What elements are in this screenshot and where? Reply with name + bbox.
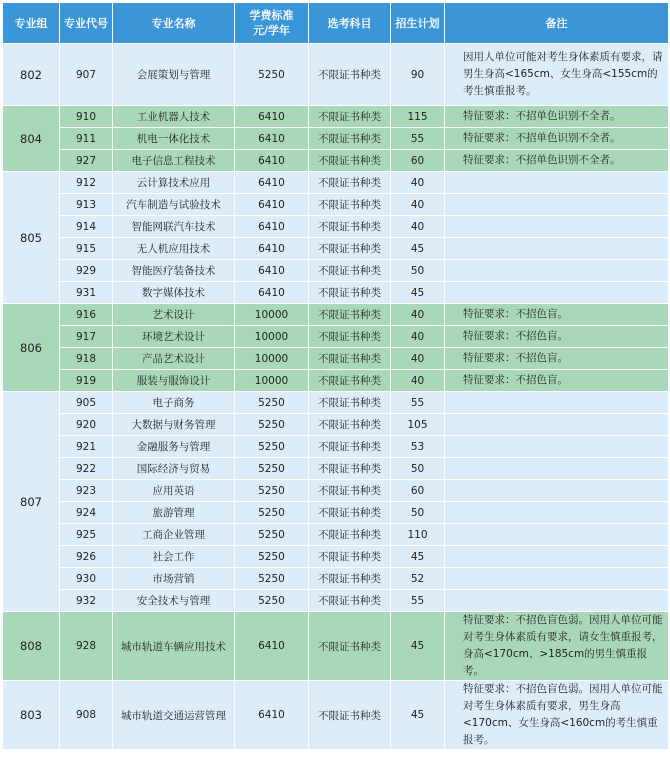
table-row	[3, 546, 669, 568]
note-cell: 特征要求：不招单色识别不全者。	[445, 128, 669, 150]
header-group: 专业组	[3, 3, 60, 44]
plan-cell: 40	[391, 216, 445, 238]
plan-cell: 110	[391, 524, 445, 546]
table-row	[3, 238, 669, 260]
note-cell: 特征要求：不招色盲。	[445, 348, 669, 370]
note-cell: 特征要求：不招单色识别不全者。	[445, 106, 669, 128]
name-cell: 数字媒体技术	[113, 282, 235, 304]
fee-cell: 6410	[235, 216, 309, 238]
plan-cell: 45	[391, 238, 445, 260]
name-cell: 应用英语	[113, 480, 235, 502]
code-cell: 919	[60, 370, 113, 392]
subject-cell: 不限证书种类	[309, 392, 391, 414]
code-cell: 912	[60, 172, 113, 194]
name-cell: 安全技术与管理	[113, 590, 235, 612]
plan-cell: 45	[391, 282, 445, 304]
note-cell	[445, 436, 669, 458]
name-cell: 智能网联汽车技术	[113, 216, 235, 238]
table-row	[3, 502, 669, 524]
plan-cell: 55	[391, 128, 445, 150]
name-cell: 工业机器人技术	[113, 106, 235, 128]
name-cell: 金融服务与管理	[113, 436, 235, 458]
name-cell: 机电一体化技术	[113, 128, 235, 150]
fee-cell: 6410	[235, 172, 309, 194]
header-row	[3, 3, 669, 44]
code-cell: 915	[60, 238, 113, 260]
fee-cell: 5250	[235, 436, 309, 458]
code-cell: 910	[60, 106, 113, 128]
plan-cell: 50	[391, 458, 445, 480]
note-cell	[445, 414, 669, 436]
table-row	[3, 524, 669, 546]
subject-cell: 不限证书种类	[309, 304, 391, 326]
table-row	[3, 106, 669, 128]
subject-cell: 不限证书种类	[309, 282, 391, 304]
header-name: 专业名称	[113, 3, 235, 44]
name-cell: 无人机应用技术	[113, 238, 235, 260]
fee-cell: 5250	[235, 524, 309, 546]
name-cell: 社会工作	[113, 546, 235, 568]
plan-cell: 40	[391, 304, 445, 326]
subject-cell: 不限证书种类	[309, 44, 391, 106]
fee-cell: 6410	[235, 150, 309, 172]
plan-cell: 40	[391, 194, 445, 216]
fee-cell: 5250	[235, 414, 309, 436]
code-cell: 907	[60, 44, 113, 106]
code-cell: 913	[60, 194, 113, 216]
subject-cell: 不限证书种类	[309, 480, 391, 502]
table-row	[3, 348, 669, 370]
code-cell: 914	[60, 216, 113, 238]
table-row	[3, 304, 669, 326]
name-cell: 艺术设计	[113, 304, 235, 326]
plan-cell: 90	[391, 44, 445, 106]
plan-cell: 60	[391, 150, 445, 172]
table-row	[3, 326, 669, 348]
table-row	[3, 436, 669, 458]
code-cell: 921	[60, 436, 113, 458]
name-cell: 城市轨道车辆应用技术	[113, 612, 235, 681]
plan-cell: 45	[391, 612, 445, 681]
plan-cell: 55	[391, 590, 445, 612]
code-cell: 923	[60, 480, 113, 502]
code-cell: 929	[60, 260, 113, 282]
subject-cell: 不限证书种类	[309, 348, 391, 370]
note-cell: 特征要求：不招色盲。	[445, 304, 669, 326]
name-cell: 大数据与财务管理	[113, 414, 235, 436]
fee-cell: 5250	[235, 502, 309, 524]
table-row	[3, 458, 669, 480]
name-cell: 市场营销	[113, 568, 235, 590]
subject-cell: 不限证书种类	[309, 194, 391, 216]
plan-cell: 55	[391, 392, 445, 414]
fee-cell: 5250	[235, 546, 309, 568]
note-cell	[445, 458, 669, 480]
code-cell: 920	[60, 414, 113, 436]
group-cell: 807	[3, 392, 60, 612]
code-cell: 905	[60, 392, 113, 414]
note-cell	[445, 568, 669, 590]
subject-cell: 不限证书种类	[309, 414, 391, 436]
subject-cell: 不限证书种类	[309, 128, 391, 150]
note-cell: 特征要求：不招色盲色弱。因用人单位可能对考生身体素质有要求，男生身高<170cm、女生身高<160cm的考生慎重报考。	[445, 681, 669, 750]
name-cell: 服装与服饰设计	[113, 370, 235, 392]
note-cell	[445, 260, 669, 282]
fee-cell: 6410	[235, 681, 309, 750]
fee-cell: 6410	[235, 128, 309, 150]
subject-cell: 不限证书种类	[309, 172, 391, 194]
header-note: 备注	[445, 3, 669, 44]
group-cell: 806	[3, 304, 60, 392]
note-cell	[445, 216, 669, 238]
note-cell	[445, 282, 669, 304]
table-row	[3, 260, 669, 282]
note-cell	[445, 172, 669, 194]
fee-cell: 6410	[235, 238, 309, 260]
plan-cell: 50	[391, 260, 445, 282]
name-cell: 汽车制造与试验技术	[113, 194, 235, 216]
code-cell: 927	[60, 150, 113, 172]
group-cell: 804	[3, 106, 60, 172]
note-cell	[445, 546, 669, 568]
plan-cell: 40	[391, 348, 445, 370]
table-row	[3, 282, 669, 304]
note-cell	[445, 194, 669, 216]
name-cell: 会展策划与管理	[113, 44, 235, 106]
code-cell: 918	[60, 348, 113, 370]
fee-cell: 6410	[235, 612, 309, 681]
name-cell: 城市轨道交通运营管理	[113, 681, 235, 750]
fee-cell: 6410	[235, 260, 309, 282]
subject-cell: 不限证书种类	[309, 458, 391, 480]
header-subject: 选考科目	[309, 3, 391, 44]
fee-cell: 6410	[235, 282, 309, 304]
note-cell: 特征要求：不招单色识别不全者。	[445, 150, 669, 172]
plan-cell: 115	[391, 106, 445, 128]
name-cell: 国际经济与贸易	[113, 458, 235, 480]
table-row	[3, 392, 669, 414]
fee-cell: 6410	[235, 194, 309, 216]
table-row	[3, 414, 669, 436]
group-cell: 805	[3, 172, 60, 304]
note-cell: 因用人单位可能对考生身体素质有要求，请男生身高<165cm、女生身高<155cm的考生慎重报考。	[445, 44, 669, 106]
subject-cell: 不限证书种类	[309, 502, 391, 524]
name-cell: 电子信息工程技术	[113, 150, 235, 172]
plan-cell: 60	[391, 480, 445, 502]
header-fee	[235, 3, 309, 44]
subject-cell: 不限证书种类	[309, 568, 391, 590]
note-cell: 特征要求：不招色盲。	[445, 326, 669, 348]
table-row	[3, 612, 669, 681]
code-cell: 930	[60, 568, 113, 590]
code-cell: 917	[60, 326, 113, 348]
note-cell	[445, 502, 669, 524]
note-cell	[445, 524, 669, 546]
note-cell: 特征要求：不招色盲色弱。因用人单位可能对考生身体素质有要求，请女生慎重报考，身高<170cm、>185cm的男生慎重报考。	[445, 612, 669, 681]
code-cell: 925	[60, 524, 113, 546]
plan-cell: 52	[391, 568, 445, 590]
table-row	[3, 128, 669, 150]
code-cell: 911	[60, 128, 113, 150]
plan-cell: 50	[391, 502, 445, 524]
plan-cell: 53	[391, 436, 445, 458]
code-cell: 931	[60, 282, 113, 304]
subject-cell: 不限证书种类	[309, 590, 391, 612]
subject-cell: 不限证书种类	[309, 238, 391, 260]
subject-cell: 不限证书种类	[309, 370, 391, 392]
fee-cell: 5250	[235, 44, 309, 106]
subject-cell: 不限证书种类	[309, 612, 391, 681]
subject-cell: 不限证书种类	[309, 260, 391, 282]
name-cell: 电子商务	[113, 392, 235, 414]
code-cell: 928	[60, 612, 113, 681]
header-fee-text: 学费标准元/学年	[249, 9, 294, 37]
subject-cell: 不限证书种类	[309, 106, 391, 128]
name-cell: 产品艺术设计	[113, 348, 235, 370]
note-cell	[445, 392, 669, 414]
subject-cell: 不限证书种类	[309, 436, 391, 458]
plan-cell: 40	[391, 326, 445, 348]
subject-cell: 不限证书种类	[309, 150, 391, 172]
table-row	[3, 172, 669, 194]
table-row	[3, 568, 669, 590]
fee-cell: 10000	[235, 370, 309, 392]
note-cell	[445, 480, 669, 502]
header-plan: 招生计划	[391, 3, 445, 44]
name-cell: 工商企业管理	[113, 524, 235, 546]
fee-cell: 5250	[235, 458, 309, 480]
code-cell: 916	[60, 304, 113, 326]
code-cell: 922	[60, 458, 113, 480]
name-cell: 旅游管理	[113, 502, 235, 524]
subject-cell: 不限证书种类	[309, 216, 391, 238]
group-cell: 808	[3, 612, 60, 681]
code-cell: 926	[60, 546, 113, 568]
table-row	[3, 681, 669, 750]
plan-cell: 45	[391, 681, 445, 750]
name-cell: 环境艺术设计	[113, 326, 235, 348]
fee-cell: 10000	[235, 348, 309, 370]
fee-cell: 10000	[235, 304, 309, 326]
note-cell	[445, 590, 669, 612]
fee-cell: 6410	[235, 106, 309, 128]
subject-cell: 不限证书种类	[309, 546, 391, 568]
code-cell: 908	[60, 681, 113, 750]
fee-cell: 5250	[235, 392, 309, 414]
note-cell	[445, 238, 669, 260]
code-cell: 924	[60, 502, 113, 524]
fee-cell: 10000	[235, 326, 309, 348]
plan-cell: 105	[391, 414, 445, 436]
header-code: 专业代号	[60, 3, 113, 44]
admission-plan-table	[2, 2, 669, 750]
subject-cell: 不限证书种类	[309, 681, 391, 750]
subject-cell: 不限证书种类	[309, 524, 391, 546]
table-row	[3, 480, 669, 502]
table-row	[3, 370, 669, 392]
table-row	[3, 44, 669, 106]
plan-cell: 40	[391, 172, 445, 194]
fee-cell: 5250	[235, 480, 309, 502]
plan-cell: 40	[391, 370, 445, 392]
note-cell: 特征要求：不招色盲。	[445, 370, 669, 392]
plan-cell: 45	[391, 546, 445, 568]
name-cell: 云计算技术应用	[113, 172, 235, 194]
fee-cell: 5250	[235, 590, 309, 612]
code-cell: 932	[60, 590, 113, 612]
group-cell: 803	[3, 681, 60, 750]
fee-cell: 5250	[235, 568, 309, 590]
group-cell: 802	[3, 44, 60, 106]
table-body	[3, 44, 669, 750]
name-cell: 智能医疗装备技术	[113, 260, 235, 282]
table-row	[3, 150, 669, 172]
table-row	[3, 194, 669, 216]
table-row	[3, 590, 669, 612]
table-row	[3, 216, 669, 238]
subject-cell: 不限证书种类	[309, 326, 391, 348]
